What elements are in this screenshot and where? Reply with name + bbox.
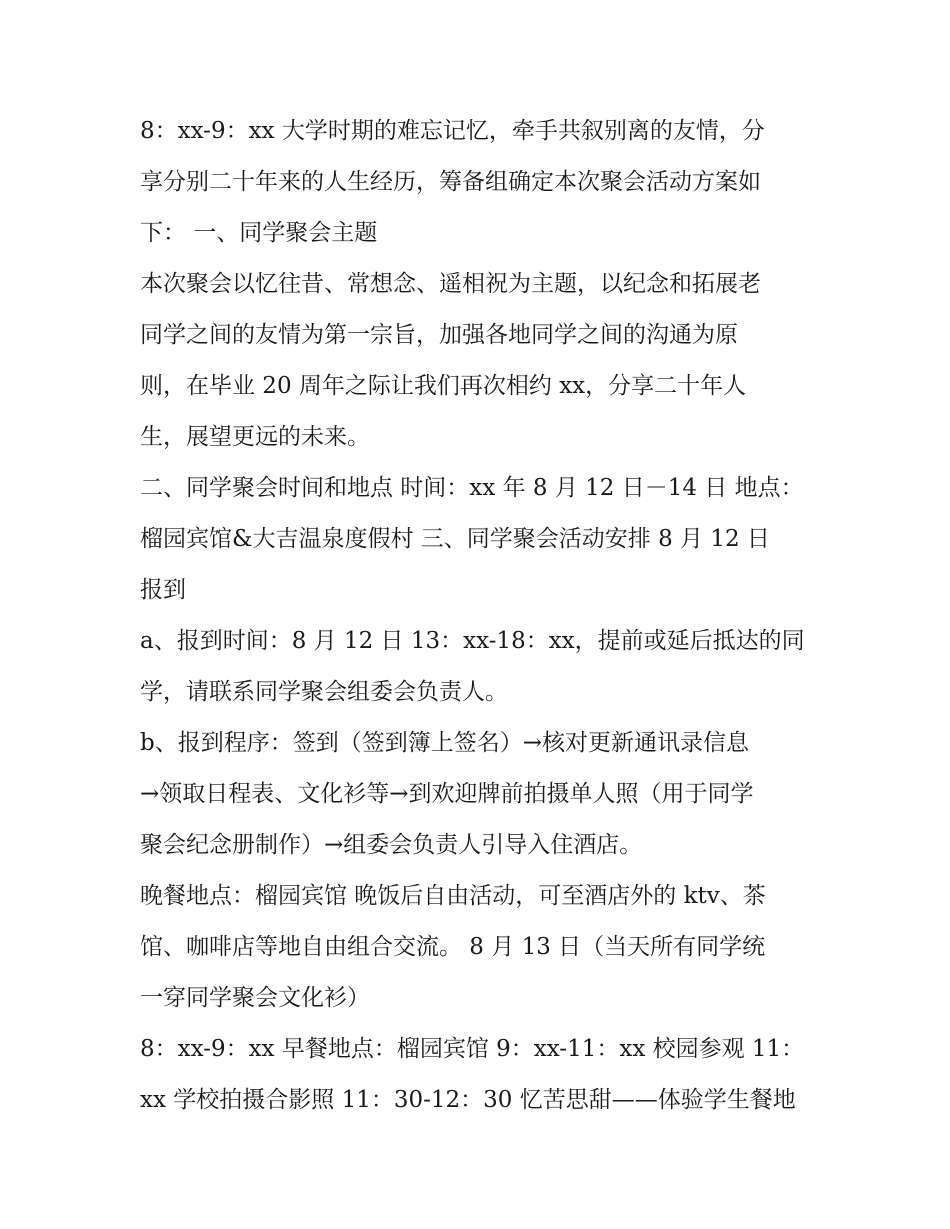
text-line: 下： 一、同学聚会主题 [140, 220, 378, 246]
text-line: 享分别二十年来的人生经历，筹备组确定本次聚会活动方案如 [140, 169, 761, 195]
text-line: 榴园宾馆&大吉温泉度假村 三、同学聚会活动安排 8 月 12 日 [140, 526, 770, 552]
text-line: 8：xx-9：xx 大学时期的难忘记忆，牵手共叙别离的友情，分 [140, 118, 765, 144]
text-line: 报到 [140, 577, 186, 603]
text-line: 同学之间的友情为第一宗旨，加强各地同学之间的沟通为原 [140, 322, 738, 348]
paragraph-theme [140, 259, 820, 463]
paragraph-schedule [140, 1024, 820, 1126]
text-line: 8：xx-9：xx 早餐地点：榴园宾馆 9：xx-11：xx 校园参观 11： [140, 1036, 805, 1062]
text-line: 本次聚会以忆往昔、常想念、遥相祝为主题，以纪念和拓展老 [140, 271, 761, 297]
text-line: 晚餐地点：榴园宾馆 晚饭后自由活动，可至酒店外的 ktv、茶 [140, 883, 766, 909]
paragraph-time-location [140, 463, 820, 616]
document-body [140, 106, 820, 1126]
paragraph-registration-procedure [140, 718, 820, 871]
text-line: b、报到程序：签到（签到簿上签名）→核对更新通讯录信息 [140, 730, 749, 756]
paragraph-registration-time [140, 616, 820, 718]
paragraph-dinner [140, 871, 820, 1024]
text-line: a、报到时间：8 月 12 日 13：xx-18：xx，提前或延后抵达的同 [140, 628, 805, 654]
text-line: 生，展望更远的未来。 [140, 424, 370, 450]
text-line: 学，请联系同学聚会组委会负责人。 [140, 679, 508, 705]
paragraph-intro [140, 106, 820, 259]
text-line: 聚会纪念册制作）→组委会负责人引导入住酒店。 [140, 832, 643, 858]
text-line: 一穿同学聚会文化衫） [140, 985, 370, 1011]
text-line: 二、同学聚会时间和地点 时间：xx 年 8 月 12 日－14 日 地点： [140, 475, 804, 501]
text-line: 馆、咖啡店等地自由组合交流。 8 月 13 日（当天所有同学统 [140, 934, 766, 960]
text-line: →领取日程表、文化衫等→到欢迎牌前拍摄单人照（用于同学 [140, 781, 754, 807]
text-line: xx 学校拍摄合影照 11：30-12：30 忆苦思甜——体验学生餐地 [140, 1087, 796, 1113]
text-line: 则，在毕业 20 周年之际让我们再次相约 xx，分享二十年人 [140, 373, 747, 399]
